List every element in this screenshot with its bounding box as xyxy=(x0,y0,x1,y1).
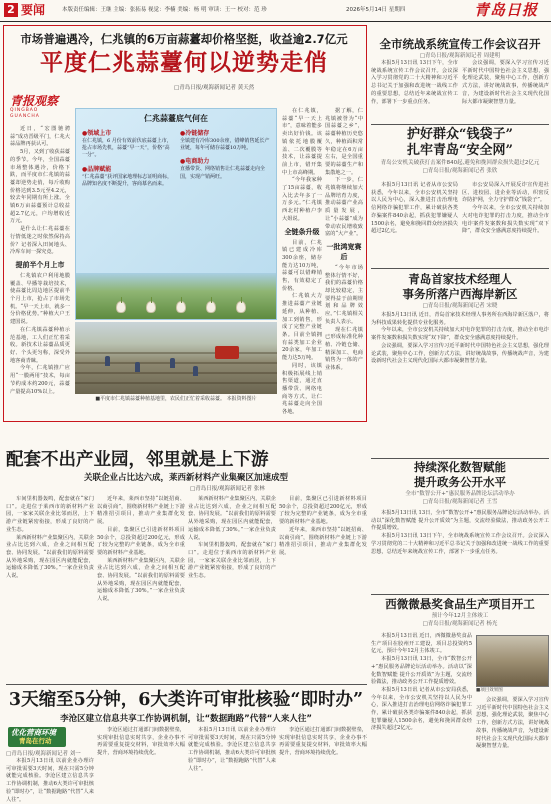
paragraph: 下一步，仁兆镇将继续加大品牌培育力度，推动蒜薹产业高质量发展，让“小蒜薹”成为带动农民增收致富的“大产业”。 xyxy=(325,177,363,238)
info-item-text: 直播带货、网络销售让仁兆蒜薹走向全国，实现产销两旺。 xyxy=(180,166,266,180)
feature-headline: 平度仁兆蒜薹何以逆势走俏 xyxy=(40,49,328,76)
info-panel xyxy=(75,108,277,320)
mid-subheadline: 关联企业占比达六成，莱西新材料产业集聚区加速成型 xyxy=(83,473,288,483)
article-body xyxy=(371,60,458,122)
editor-credits: 本版责任编辑：王继 主编：张拓易 视觉：李楠 美编：杨 明 审读：王一 校对：范 珍 xyxy=(62,7,267,13)
bottom-column-3 xyxy=(188,727,276,798)
tractor-icon xyxy=(215,346,239,359)
feature-column-1 xyxy=(10,126,70,416)
feature-column-3 xyxy=(282,108,322,416)
article-body xyxy=(371,633,472,795)
article-tech-broker xyxy=(371,272,549,310)
info-panel-right xyxy=(180,129,272,186)
business-environment-badge xyxy=(8,727,66,747)
paragraph: 目前，仁兆镇已建成冷库300余座，储存能力达10万吨，蒜薹可以错峰销售，有效稳定了价格。 xyxy=(282,239,322,292)
info-item xyxy=(82,165,174,188)
paragraph: 仁兆镇农户利用地膜覆盖、早播等栽培技术，使蒜薹比周边地区提前半个月上市，抢占了市场先机。“早一天上市，就多一分价格优势。”种植大户王建国说。 xyxy=(10,272,70,326)
garlic-bulb-icon xyxy=(116,301,126,313)
article-byline: □青岛日报/观海新闻记者 王雪 xyxy=(422,499,498,505)
garlic-bulb-icon xyxy=(236,301,246,313)
garlic-bulb-icon xyxy=(176,301,186,313)
article-body xyxy=(476,697,549,795)
info-item-text: “仁兆蒜薹”获评国家地理标志证明商标，品牌知名度不断提升，客商慕名而来。 xyxy=(82,173,173,187)
paragraph: “今年市场整体行情不好，我们的蒜薹价格却比较稳定，主要得益于前期规划和品牌效应。”仁兆镇相关负责人表示。 xyxy=(325,264,363,325)
field-photo xyxy=(75,322,277,394)
paragraph: 莱西新材料产业集聚区内，关联企业占比达到六成，企业之间相互配套、协同发展。“以前我们的原料需要从外地采购，现在园区内就能配套，运输成本降低了30%。”一家企业负责人说。 xyxy=(188,496,276,541)
paragraph: 会议强调，要深入学习宣传习近平新时代中国特色社会主义思想，强化理论武装，聚焦中心工作，创新方式方法，讲好统战故事，传播统战声音，为建设新时代社会主义现代化国际大都市凝聚智慧力量。 xyxy=(371,342,549,365)
paragraph: 在仁兆镇，蒜薹“早一天上市”，意味着能多卖出好价钱。该镇依托地膜覆盖、二次覆膜等技术，让蒜薹提前上市，错开集中上市高峰期。 xyxy=(282,108,322,176)
article-anti-fraud xyxy=(371,127,549,175)
article-headline-line2: 扎牢青岛“安全网” xyxy=(407,143,513,158)
article-deck: 预计今年12月主体竣工 xyxy=(431,613,489,619)
article-food-project xyxy=(371,597,549,628)
article-byline: □青岛日报/观海新闻记者 周建明 xyxy=(419,53,501,59)
paragraph: 车间里机器轰鸣，配套就在“家门口”。走进位于莱西市的新材料产业园，一家家关联企业比邻而居，上下游产业链紧密衔接，形成了良好的产业生态。 xyxy=(6,496,94,533)
paragraph: 市公安局深入开展反诈宣传进社区、进校园、进企业等活动，织密反诈防护网，全力守护群众“钱袋子”。 xyxy=(462,182,549,204)
paragraph: 本报5月13日讯 以前企业办理许可审批需要3天时间，现在只需5分钟就能完成核验。李沧区建立信息共享工作协调机制，推动6大类许可审批核验“即时办”，让“数据跑路”代替“人来人往”。 xyxy=(188,727,276,772)
article-united-front xyxy=(371,37,549,60)
info-item-text: 全镇建有冷库300余座，错峰销售延长产业链，每年可储存蒜薹10万吨。 xyxy=(180,138,270,152)
article-byline: □青岛日报/观海新闻记者 杨光 xyxy=(422,621,498,627)
paragraph: 今年，仁兆镇推广应用“一膜两用”技术，每亩节约成本约200元，蒜薹产量提高10%以上。 xyxy=(10,365,70,395)
info-item-title: ●品牌赋能 xyxy=(82,165,112,173)
paragraph: 会议强调，要深入学习宣传习近平新时代中国特色社会主义思想，强化理论武装，聚焦中心工作，创新方式方法，讲好统战故事，传播统战声音，为建设新时代社会主义现代化国际大都市凝聚智慧力量。 xyxy=(476,697,549,750)
garlic-bulb-icon xyxy=(206,301,216,313)
info-item xyxy=(180,129,272,152)
page-number: 2 xyxy=(4,3,18,17)
info-item-text: 在仁兆镇，6 月份有效前伏底蒜薹上市，抢占市场先机，蒜薹“早一天”，价格“高一分”。 xyxy=(82,138,172,159)
paragraph: 近年来，莱西市坚持“以链招商、以商引商”，围绕新材料产业链上下游精准招引项目，推动产业集群化发展。 xyxy=(97,496,185,526)
paragraph: 车间里机器轰鸣，配套就在“家门口”。走进位于莱西市的新材料产业园，一家家关联企业比邻而居，上下游产业链紧密衔接，形成了良好的产业生态。 xyxy=(188,542,276,580)
info-panel-left xyxy=(82,129,174,193)
paragraph: 本报5月13日讯 近日，西微微悬奖食品生产项目在胶州开工建设，项目总投资约5亿元，预计今年12月主体竣工。 xyxy=(371,633,472,655)
article-headline: 青岛首家技术经理人 xyxy=(408,272,512,286)
paragraph: 本报5月13日讯 13日下午，全市统战系统宣传工作会议召开。会议深入学习贯彻党的二十大精神和习近平总书记关于加强和改进统一战线工作的重要思想，总结近年来统战宣传工作，部署下一步重点任务。 xyxy=(371,533,549,555)
mid-headline: 配套不出产业园，邻里就是上下游 xyxy=(6,450,269,470)
paragraph: 现在仁兆镇已形成标准化种植、冷链仓储、精深加工、电商销售为一体的产业体系。 xyxy=(325,326,363,372)
article-deck: 全市“数智公开+”惠民服务品牌论坛活动举办 xyxy=(405,491,515,497)
paragraph: 同时，该镇积极拓展线上销售渠道，通过直播带货、网络电商等方式，让仁兆蒜薹走向全国各地。 xyxy=(282,362,322,416)
article-gov-open xyxy=(371,460,549,506)
paragraph: 本报5月13日讯 13日，全市“数智公开+”惠民服务品牌论坛活动举办。活动以“深化数智赋能 提升公开质效”为主题，交流经验做法，推动政务公开工作提质增效。 xyxy=(371,510,549,532)
paragraph: 5月，又到了收获蒜薹的季节。今年，全国蒜薹市场整体遇冷，价格下跌，而平度市仁兆镇的蒜薹却逆势走俏，每斤收购价格达到3.5元至4.2元，较去年同期有所上涨。全镇6万亩蒜薹预计总收益超2.7亿元，户均增收近万元。 xyxy=(10,149,70,225)
mid-column-1 xyxy=(6,496,94,682)
paragraph: 莱西新材料产业集聚区内，关联企业占比达到六成，企业之间相互配套、协同发展。“以前我们的原料需要从外地采购，现在园区内就能配套，运输成本降低了30%。”一家企业负责人说。 xyxy=(6,534,94,580)
bottom-column-1 xyxy=(6,750,94,803)
image-caption: ■项目效果图 xyxy=(476,688,503,693)
mid-column-3 xyxy=(188,496,276,682)
article-headline: 持续深化数智赋能 xyxy=(414,460,506,474)
paragraph: 会议强调，要深入学习宣传习近平新时代中国特色社会主义思想，强化理论武装，聚焦中心工作，创新方式方法，讲好统战故事，传播统战声音，为建设新时代社会主义现代化国际大都市凝聚智慧力量。 xyxy=(462,60,549,105)
paragraph: 仁兆镇大力推进蒜薹产业链延伸，从种植、加工到销售，形成了完整产业链条。目前全镇拥有蒜类加工企业20余家，年加工能力达5万吨。 xyxy=(282,293,322,362)
feature-article xyxy=(3,25,367,422)
newspaper-logo: 青岛日报 xyxy=(474,1,539,19)
article-body xyxy=(371,182,458,264)
feature-byline: □青岛日报/观海新闻记者 黄天然 xyxy=(174,85,255,91)
mid-column-2 xyxy=(97,496,185,682)
page-header xyxy=(0,0,551,22)
article-byline: □青岛日报/观海新闻记者 张欣 xyxy=(422,168,498,174)
article-headline: 护好群众“钱袋子” xyxy=(407,127,513,142)
column-badge xyxy=(10,94,68,120)
info-item xyxy=(82,129,174,160)
project-rendering-image xyxy=(476,635,549,687)
section-subhead: 一批鸿宽赛后 xyxy=(326,242,362,261)
column-badge-title: 青报观察 xyxy=(10,94,59,108)
info-panel-title: 仁兆蒜薹底气何在 xyxy=(144,114,208,123)
garlic-bulb-icon xyxy=(146,301,156,313)
article-body xyxy=(371,312,549,412)
info-item xyxy=(180,157,272,180)
feature-column-4 xyxy=(325,108,363,416)
badge-line-1: 优化营商环境 xyxy=(11,728,56,737)
photo-caption: ■平度市仁兆镇蒜薹种植基地里，农民们正忙着采收蒜薹。 本报资料图片 xyxy=(95,396,257,402)
article-body xyxy=(462,182,549,264)
paragraph: 本报5月13日讯 近日，青岛首家技术经理人事务所在西海岸新区落户，将为科技成果转化提供专业化服务。 xyxy=(371,312,549,326)
paragraph: 本报5月13日讯 记者从市公安局获悉，今年以来，全市公安机关坚持以人民为中心，深入推进打击治理电信网络诈骗犯罪工作，累计破获各类诈骗案件840余起，抓获犯罪嫌疑人1500余名，避免和挽回群众经济损失超过2亿元。 xyxy=(371,182,458,235)
paragraph: 今年以来，全市公安机关持续加大对电诈犯罪的打击力度，推动全市电诈案件发案数和损失数实现“双下降”，群众安全感满意度持续提升。 xyxy=(462,205,549,235)
article-body xyxy=(462,60,549,122)
article-deck: 青岛公安机关破获打击案件840起,避免和挽回群众损失超过2亿元 xyxy=(380,160,540,166)
bottom-byline: □青岛日报/观海新闻记者 刘一 xyxy=(6,751,81,757)
paragraph: 据了解，仁兆镇被誉为“中国蒜薹之乡”，蒜薹种植历史悠久，种植面积常年稳定在6万亩左右，是全国重要的蒜薹生产和集散地之一。 xyxy=(325,108,363,176)
paragraph: 本报5月13日讯 记者从市公安局获悉，今年以来，全市公安机关坚持以人民为中心，深入推进打击治理电信网络诈骗犯罪工作，累计破获各类诈骗案件840余起，抓获犯罪嫌疑人1500余名，避免和挽回群众经济损失超过2亿元。 xyxy=(371,686,472,732)
bottom-headline: 3天缩至5分钟，6大类许可审批核验“即时办” xyxy=(8,690,364,710)
section-subhead: 提前半个月上市 xyxy=(15,260,65,269)
article-headline-line2: 事务所落户西海岸新区 xyxy=(402,287,518,301)
paragraph: 莱西新材料产业集聚区内，关联企业占比达到六成，企业之间相互配套、协同发展。“以前我们的原料需要从外地采购，现在园区内就能配套，运输成本降低了30%。”一家企业负责人说。 xyxy=(97,557,185,603)
info-item-title: ●冷链储存 xyxy=(180,130,210,137)
feature-subtitle: 市场普遍遇冷，仁兆镇的6万亩蒜薹却价格坚挺，收益逾2.7亿元 xyxy=(20,32,348,46)
article-body xyxy=(371,510,549,592)
paragraph: 今年以来，全市公安机关持续加大对电诈犯罪的打击力度，推动全市电诈案件发案数和损失数实现“双下降”，群众安全感满意度持续提升。 xyxy=(371,327,549,342)
article-headline-line2: 提升政务公开水平 xyxy=(414,475,506,489)
paragraph: 本报5月13日讯 13日，全市“数智公开+”惠民服务品牌论坛活动举办。活动以“深化数智赋能 提升公开质效”为主题，交流经验做法，推动政务公开工作提质增效。 xyxy=(371,656,472,686)
paragraph: 是什么让仁兆蒜薹在行情低迷之时依然保持高价？记者深入田间地头、冷库车间一探究竟。 xyxy=(10,226,70,256)
paragraph: 近日，“宏图驰骋蒜”成功晋级平门，仁兆大蒜品牌再获认可。 xyxy=(10,126,70,148)
bottom-column-4 xyxy=(279,727,367,798)
paragraph: 近年来，莱西市坚持“以链招商、以商引商”，围绕新材料产业链上下游精准招引项目，推动产业集群化发展。 xyxy=(279,526,367,556)
info-item-title: ●领域上市 xyxy=(82,130,112,137)
section-name: 要闻 xyxy=(21,3,46,17)
paragraph: “今年我家种了15亩蒜薹，收入比去年多了一万多元。”仁兆镇西北村种植户李大姐说。 xyxy=(282,177,322,222)
info-item-title: ●电商助力 xyxy=(180,158,210,166)
column-badge-sub: QINGBAO GUANCHA xyxy=(10,108,40,119)
article-headline: 西微微悬奖食品生产项目开工 xyxy=(385,597,535,611)
article-byline: □青岛日报/观海新闻记者 宋晓 xyxy=(422,303,498,309)
paragraph: 在仁兆镇蒜薹种植示范基地，工人们正忙着采收。新技术让蒜薹品质更好、个头更匀称，深受外地客商青睐。 xyxy=(10,326,70,364)
issue-date: 2026年5月14日 星期四 xyxy=(346,7,406,13)
paragraph: 本报5月13日讯 以前企业办理许可审批需要3天时间，现在只需5分钟就能完成核验。李沧区建立信息共享工作协调机制，推动6大类许可审批核验“即时办”，让“数据跑路”代替“人来人往”。 xyxy=(6,758,94,803)
badge-line-2: 青岛在行动 xyxy=(19,737,52,745)
paragraph: 李沧区通过打通部门间数据壁垒，实现审批信息实时共享，企业办事不再需要重复提交材料，审批效率大幅提升，营商环境持续优化。 xyxy=(97,727,185,757)
paragraph: 目前，集聚区已引进新材料项目50余个，总投资超过200亿元，形成了较为完整的产业链条，成为全市重要的新材料产业基地。 xyxy=(97,526,185,556)
paragraph: 本报5月13日讯 13日下午，全市统战系统宣传工作会议召开。会议深入学习贯彻党的二十大精神和习近平总书记关于加强和改进统一战线工作的重要思想，总结近年来统战宣传工作，部署下一步重点任务。 xyxy=(371,60,458,105)
paragraph: 目前，集聚区已引进新材料项目50余个，总投资超过200亿元，形成了较为完整的产业链条，成为全市重要的新材料产业基地。 xyxy=(279,496,367,526)
garlic-illustration xyxy=(76,273,276,319)
section-subhead: 全链条升级 xyxy=(284,227,320,236)
article-headline: 全市统战系统宣传工作会议召开 xyxy=(379,37,541,51)
mid-column-4 xyxy=(279,496,367,682)
bottom-subheadline: 李沧区建立信息共享工作协调机制，让“数据跑路”代替“人来人往” xyxy=(60,714,312,724)
bottom-column-2 xyxy=(97,727,185,798)
paragraph: 李沧区通过打通部门间数据壁垒，实现审批信息实时共享，企业办事不再需要重复提交材料，审批效率大幅提升，营商环境持续优化。 xyxy=(279,727,367,757)
mid-byline: □青岛日报/观海新闻记者 张林 xyxy=(190,486,265,492)
